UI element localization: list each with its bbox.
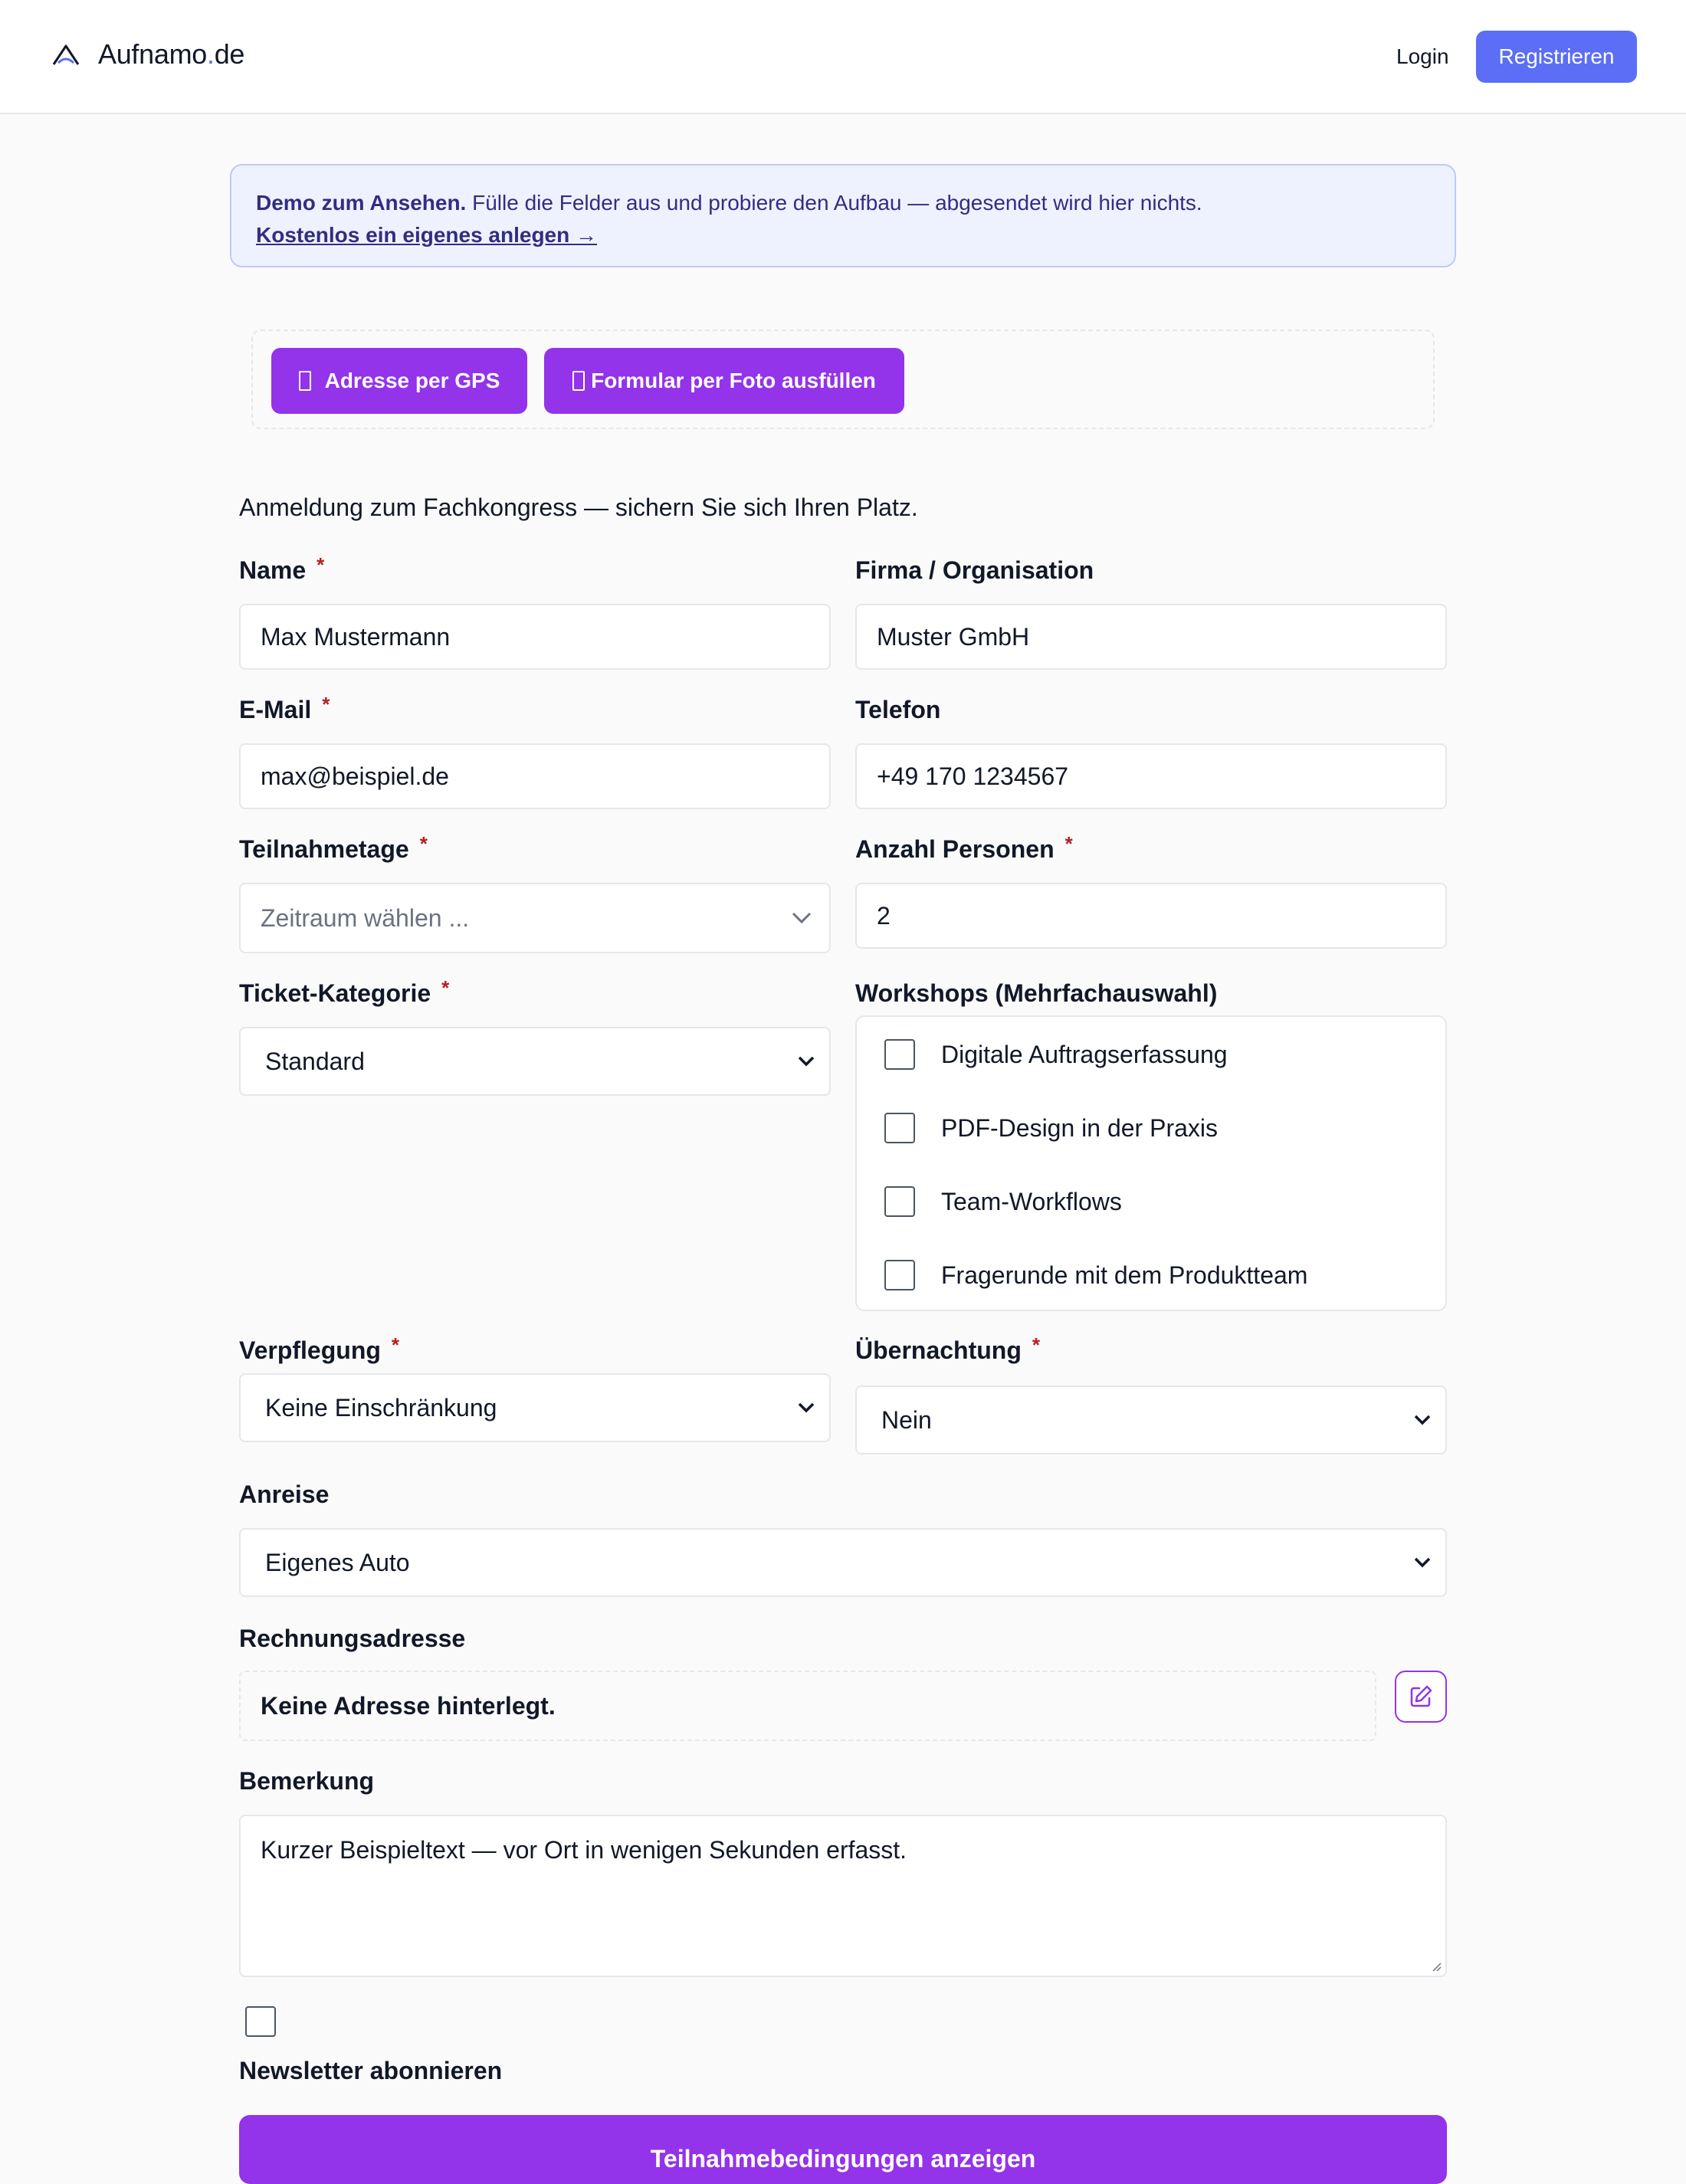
workshop-option-label: Fragerunde mit dem Produktteam: [941, 1261, 1308, 1289]
demo-banner-title: Demo zum Ansehen.: [256, 191, 467, 215]
catering-selected-value: Keine Einschränkung: [265, 1393, 497, 1422]
workshop-option[interactable]: [884, 1112, 1218, 1144]
date-range-picker[interactable]: [239, 883, 831, 953]
phone-input[interactable]: +49 170 1234567: [855, 743, 1447, 809]
remark-label: Bemerkung: [239, 1767, 375, 1795]
login-link[interactable]: Login: [1396, 44, 1449, 68]
catering-label: Verpflegung *: [239, 1333, 400, 1364]
workshop-checkbox[interactable]: [884, 1039, 915, 1070]
newsletter-checkbox[interactable]: [245, 2006, 276, 2037]
billing-address-display: Keine Adresse hinterlegt.: [239, 1671, 1376, 1741]
create-own-link[interactable]: Kostenlos ein eigenes anlegen →: [256, 223, 598, 247]
email-label: E-Mail *: [239, 693, 330, 723]
date-range-placeholder: Zeitraum wählen ...: [261, 903, 470, 932]
demo-banner-description: Fülle die Felder aus und probiere den Aufbau — abgesendet wird hier nichts.: [466, 191, 1202, 215]
gps-icon: [299, 371, 311, 391]
overnight-select[interactable]: [855, 1385, 1447, 1454]
edit-address-button[interactable]: [1395, 1671, 1447, 1723]
resize-handle-icon[interactable]: [1430, 1960, 1442, 1972]
top-navbar: [0, 0, 1686, 114]
form-tools: [251, 330, 1435, 429]
gps-address-button[interactable]: [271, 348, 527, 414]
workshops-group: [855, 1015, 1447, 1311]
email-input[interactable]: max@beispiel.de: [239, 743, 831, 809]
catering-select[interactable]: [239, 1373, 831, 1442]
form-intro: Anmeldung zum Fachkongress — sichern Sie sich Ihren Platz.: [239, 494, 918, 521]
workshop-option[interactable]: [884, 1185, 1122, 1218]
workshop-option[interactable]: [884, 1038, 1228, 1071]
photo-fill-button[interactable]: [544, 348, 904, 414]
workshop-option-label: Team-Workflows: [941, 1187, 1122, 1215]
company-input[interactable]: Muster GmbH: [855, 604, 1447, 670]
overnight-label: Übernachtung *: [855, 1333, 1041, 1364]
demo-banner-text: [256, 187, 1430, 219]
workshop-option-label: PDF-Design in der Praxis: [941, 1113, 1218, 1142]
ticket-selected-value: Standard: [265, 1047, 365, 1075]
required-marker: *: [419, 832, 428, 855]
workshop-checkbox[interactable]: [884, 1186, 915, 1217]
persons-input[interactable]: 2: [855, 883, 1447, 949]
required-marker: *: [317, 553, 325, 576]
persons-label: Anzahl Personen *: [855, 832, 1073, 863]
workshop-option-label: Digitale Auftragserfassung: [941, 1040, 1228, 1068]
billing-label: Rechnungsadresse: [239, 1625, 466, 1652]
required-marker: *: [1032, 1333, 1041, 1356]
workshop-option[interactable]: [884, 1259, 1307, 1291]
chevron-down-icon: [1413, 1414, 1432, 1426]
chevron-down-icon: [1413, 1556, 1432, 1569]
chevron-down-icon: [797, 1402, 815, 1414]
chevron-down-icon: [791, 911, 812, 925]
brand[interactable]: [51, 35, 244, 74]
workshop-checkbox[interactable]: [884, 1113, 915, 1143]
brand-name: Aufnamo.de: [98, 38, 245, 70]
arrival-select[interactable]: [239, 1528, 1447, 1597]
ticket-label: Ticket-Kategorie *: [239, 976, 450, 1007]
arrival-selected-value: Eigenes Auto: [265, 1548, 410, 1576]
required-marker: *: [1064, 832, 1073, 855]
arrival-label: Anreise: [239, 1481, 330, 1508]
edit-icon: [1409, 1684, 1433, 1709]
name-input[interactable]: Max Mustermann: [239, 604, 831, 670]
company-label: Firma / Organisation: [855, 556, 1094, 584]
overnight-selected-value: Nein: [881, 1405, 932, 1434]
newsletter-label: Newsletter abonnieren: [239, 2057, 503, 2084]
show-conditions-button[interactable]: Teilnahmebedingungen anzeigen: [239, 2115, 1447, 2184]
required-marker: *: [391, 1333, 400, 1356]
required-marker: *: [322, 693, 330, 716]
days-label: Teilnahmetage *: [239, 832, 428, 863]
gps-address-label: Adresse per GPS: [324, 369, 500, 392]
chevron-down-icon: [797, 1055, 815, 1067]
workshop-checkbox[interactable]: [884, 1260, 915, 1290]
required-marker: *: [441, 976, 450, 999]
register-button[interactable]: Registrieren: [1476, 31, 1637, 83]
remark-textarea[interactable]: [239, 1815, 1447, 1977]
demo-banner: [230, 164, 1456, 267]
remark-text: Kurzer Beispieltext — vor Ort in wenigen Sekunden erfasst.: [261, 1836, 907, 1864]
photo-fill-label: Formular per Foto ausfüllen: [591, 369, 876, 392]
camera-icon: [572, 371, 585, 391]
name-label: Name *: [239, 553, 325, 584]
phone-label: Telefon: [855, 696, 941, 723]
logo-icon: [51, 41, 81, 67]
ticket-select[interactable]: [239, 1027, 831, 1096]
workshops-label: Workshops (Mehrfachauswahl): [855, 979, 1218, 1007]
